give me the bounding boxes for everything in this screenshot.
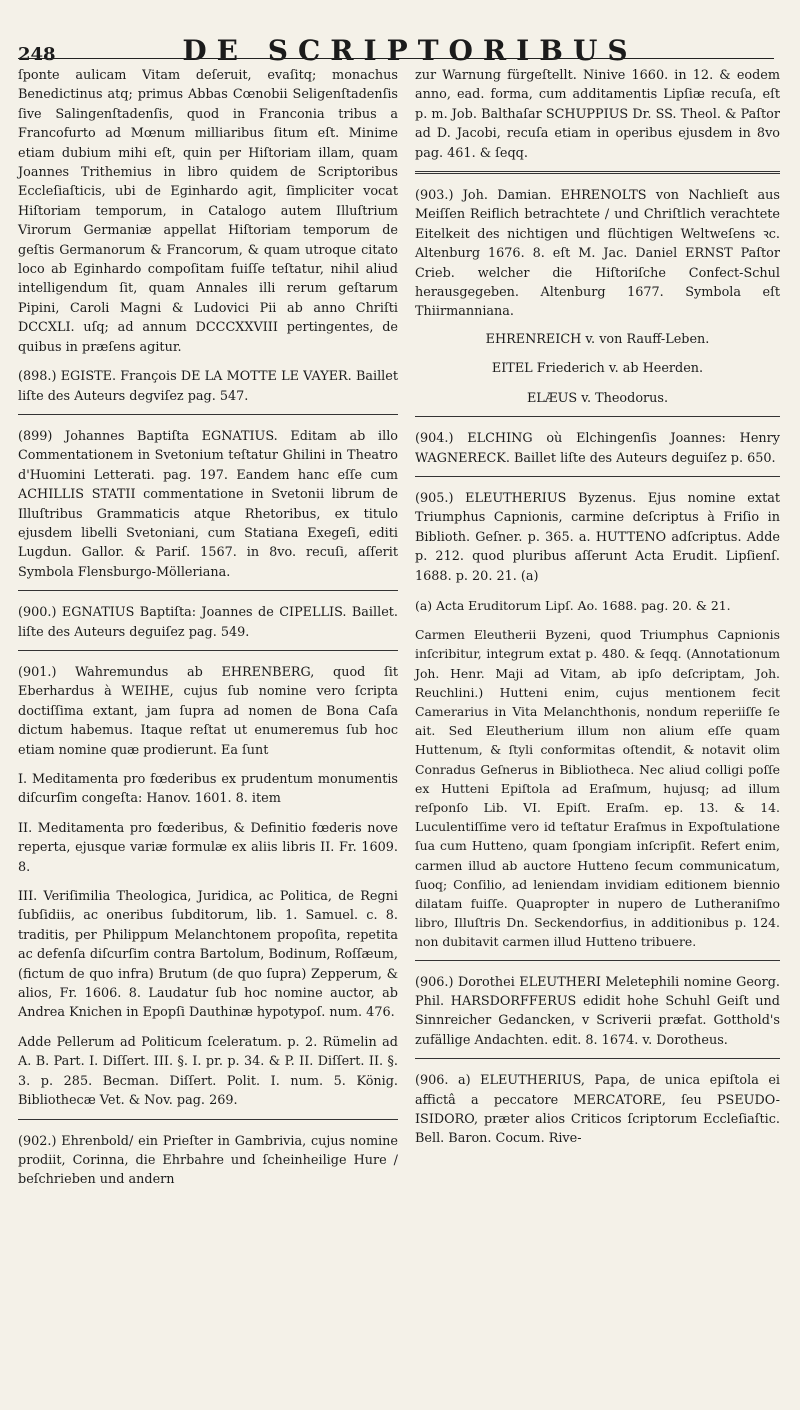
entry-902: (902.) Ehrenbold/ ein Prieſter in Gambrivia, cujus nomine prodiit, Corinna, die Ehrbahre und ſcheinheilige Hure / beſchrieben und andern [18,1133,398,1188]
entry-898: (898.) EGISTE. François DE LA MOTTE LE VAYER. Baillet liſte des Auteurs degviſez pag. 547. [18,369,398,404]
cross-reference: EITEL Friederich v. ab Heerden. [491,361,704,377]
left-column [18,66,398,1190]
entry-903: (903.) Joh. Damian. EHRENOLTS von Nachlieſt aus Meiſſen Reiflich betrachtete / und Chriſtlich verachtete Eitelkeit des nichtigen und flüchtigen Weltweſens ꝛc. Altenburg 1676. 8. eſt M. Jac. Daniel ERNST Paſtor Crieb. welcher die Hiſtoriſche Confect-Schul herausgegeben. Altenburg 1677. Symbola eſt Thiirmanniana. [415,188,780,320]
entry-divider [18,1119,398,1120]
entry-901-item-3: III. Veriſimilia Theologica, Juridica, ac Politica, de Regni ſubſidiis, ac oneribus ſubditorum, lib. 1. Samuel. c. 8. traditis, per Philippum Melanchtonem propoſita, repetita ac defenſa diſcurſim contra Bartolum, Bodinum, Roſſæum, (fictum de quo infra) Brutum (de quo ſupra) Zepperum, & alios, Fr. 1606. 8. Laudatur ſub hoc nomine auctor, ab Andrea Knichen in Epopſi Dauthinæ hypotypoſ. num. 476. [18,889,398,1021]
entry-divider [18,414,398,415]
entry-906: (906.) Dorothei ELEUTHERI Meletephili nomine Georg. Phil. HARSDORFFERUS edidit hohe Schuhl Geiſt und Sinnreicher Gedancken, v Scriverii præfat. Gotthold's zufällige Andachten. edit. 8. 1674. v. Dorotheus. [415,974,780,1048]
footnote-a-commentary: Carmen Eleutherii Byzeni, quod Triumphus Capnionis inſcribitur, integrum extat p. 480. & ſeqq. (Annotationum Joh. Henr. Maji ad Vitam, ab ipſo deſcriptam, Joh. Reuchlini.) Hutteni enim, cujus mentionem fecit Camerarius in Vita Melanchthonis, nondum reperiiſſe ſe ait. Sed Eleutherium illum non alium eſſe quam Huttenum, & ſtyli conformitas oſtendit, & notavit olim Conradus Geſnerus in Bibliotheca. Nec aliud colligi poſſe ex Hutteni Epiſtola ad Eraſmum, hujusq; ad illum reſponſo Lib. VI. Epiſt. Eraſm. ep. 13. & 14. Luculentiſſime vero id teſtatur Eraſmus in Expoſtulatione ſua cum Hutteno, quam ſpongiam inſcripſit. Refert enim, carmen illud ab auctore Hutteno ſecum communicatum, ſuoq; Conſilio, ad leniendam invidiam editionem biennio dilatam fuiſſe. Quapropter in nupero de Lutheraniſmo libro, Illuſtris Dn. Seckendorfius, in additionibus p. 124. non dubitavit carmen illud Hutteno tribuere. [415,627,780,950]
entry-902-continuation: zur Warnung fürgeſtellt. Ninive 1660. in 12. & eodem anno, ead. forma, cum additamentis Lipſiæ recuſa, eſt p. m. Job. Balthaſar SCHUPPIUS Dr. SS. Theol. & Paſtor ad D. Jacobi, recuſa etiam in operibus ejusdem in 8vo pag. 461. & ſeqq. [415,68,780,161]
footnote-a: (a) Acta Eruditorum Lipſ. Ao. 1688. pag. 20. & 21. [415,597,731,613]
entry-divider [415,960,780,961]
entry-divider [415,1058,780,1059]
entry-divider [415,171,780,174]
entry-906a: (906. a) ELEUTHERIUS, Papa, de unica epiſtola ei affictâ a peccatore MERCATORE, ſeu PSEUDO-ISIDORO, præter alios Criticos ſcriptorum Eccleſiaſtic. Bell. Baron. Cocum. Rive- [415,1073,780,1147]
cross-reference: EHRENREICH v. von Rauff-Leben. [485,331,710,347]
entry-divider [18,650,398,651]
entry-897-continuation: ſponte aulicam Vitam deſeruit, evaſitq; monachus Benedictinus atq; primus Abbas Cœnobii Seligenſtadenſis ſive Salingenſtadenſis, quod in Franconia tribus a Francofurto ad Mœnum milliaribus ſitum eſt. Minime etiam dubium mihi eſt, quin per Hiſtoriam illam, quam Joannes Trithemius in libro quidem de Scriptoribus Eccleſiaſticis, ubi de Eginhardo agit, ſimpliciter vocat Hiſtoriam temporum, in Catalogo autem Illuſtrium Virorum Germaniæ appellat Hiſtoriam temporum de geſtis Germanorum & Francorum, & quam utroque citato loco ab Eginhardo compoſitam fuiſſe teſtatur, nihil aliud intelligendum ſit, quam Annales illi rerum geſtarum Pipini, Caroli Magni & Ludovici Pii ab anno Chriſti DCCXLI. uſq; ad annum DCCCXXVIII pertingentes, de quibus in præſens agitur. [18,68,398,355]
entry-901-references: Adde Pellerum ad Politicum ſceleratum. p. 2. Rümelin ad A. B. Part. I. Diſſert. III. §. I. pr. p. 34. & P. II. Diſſert. II. §. 3. p. 285. Becman. Diſſert. Polit. I. num. 5. König. Bibliothecæ Vet. & Nov. pag. 269. [18,1034,398,1109]
page-header [0,16,800,67]
entry-905: (905.) ELEUTHERIUS Byzenus. Ejus nomine extat Triumphus Capnionis, carmine deſcriptus à Friſio in Biblioth. Geſner. p. 365. a. HUTTENO adſcriptus. Adde p. 212. quod pluribus aſſerunt Acta Erudit. Lipſienſ. 1688. p. 20. 21. (a) [415,490,780,584]
header-rule [18,58,774,59]
page-number: 248 [18,44,56,65]
entry-901-item-2: II. Meditamenta pro fœderibus, & Definitio fœderis nove reperta, ejusque variæ formulæ ex aliis libris II. Fr. 1609. 8. [18,820,398,875]
entry-899: (899) Johannes Baptiſta EGNATIUS. Editam ab illo Commentationem in Svetonium teſtatur Ghilini in Theatro d'Huomini Letterati. pag. 197. Eandem hanc eſſe cum ACHILLIS STATII commentatione in Svetonii librum de Illuſtribus Grammaticis atque Rhetoribus, ex titulo ejusdem libelli Svetoniani, cum Statiana Exegeſi, editi Lugdun. Gallor. & Pariſ. 1567. in 8vo. recuſi, aſſerit Symbola Flensburgo-Mölleriana. [18,428,398,580]
right-column [415,66,780,1149]
entry-divider [18,590,398,591]
entry-divider [415,476,780,477]
cross-reference: ELÆUS v. Theodorus. [526,390,669,406]
entry-901-item-1: I. Meditamenta pro fœderibus ex prudentum monumentis diſcurſim congeſta: Hanov. 1601. 8. item [18,772,398,807]
entry-904: (904.) ELCHING où Elchingenſis Joannes: Henry WAGNERECK. Baillet liſte des Auteurs deguiſez p. 650. [415,431,780,466]
entry-divider [415,416,780,417]
entry-900: (900.) EGNATIUS Baptiſta: Joannes de CIPELLIS. Baillet. liſte des Auteurs deguiſez pag. 549. [18,605,398,640]
running-title: DE SCRIPTORIBUS [182,34,638,67]
entry-901: (901.) Wahremundus ab EHRENBERG, quod ſit Eberhardus à WEIHE, cujus ſub nomine vero ſcripta doctiſſima extant, jam ſupra ad nomen de Bona Caſa dictum habemus. Itaque reſtat ut enumeremus ſub hoc etiam nomine quæ prodierunt. Ea ſunt [18,664,398,758]
